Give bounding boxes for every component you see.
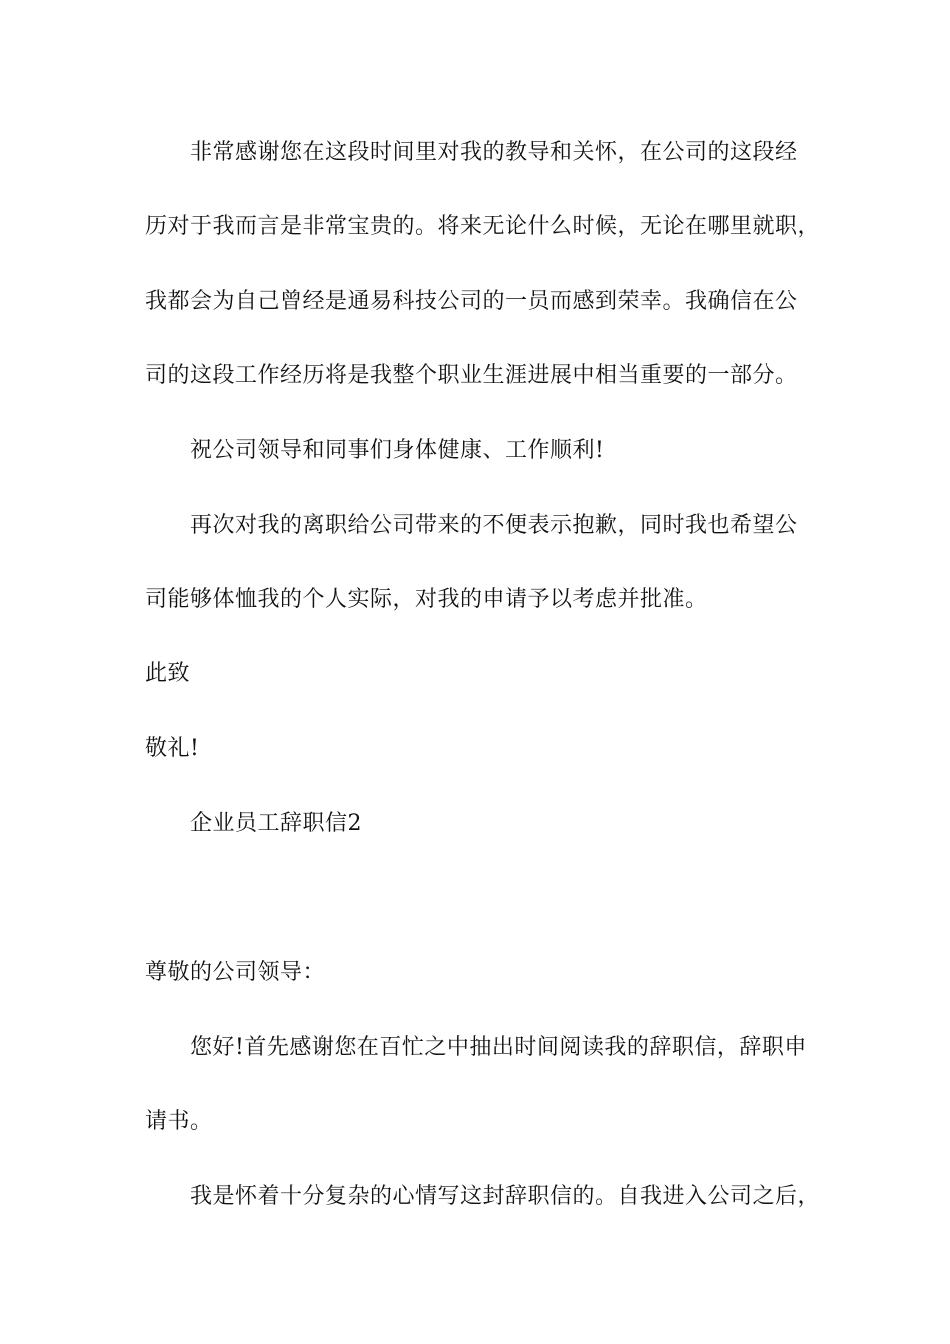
paragraph-line-9: 请书。 bbox=[145, 1109, 213, 1134]
paragraph-line-3: 我都会为自己曾经是通易科技公司的一员而感到荣幸。我确信在公 bbox=[145, 289, 798, 314]
paragraph-line-1: 非常感谢您在这段时间里对我的教导和关怀，在公司的这段经 bbox=[190, 140, 798, 165]
paragraph-line-5: 祝公司领导和同事们身体健康、工作顺利! bbox=[190, 438, 605, 463]
paragraph-line-7: 司能够体恤我的个人实际，对我的申请予以考虑并批准。 bbox=[145, 587, 708, 612]
paragraph-line-6: 再次对我的离职给公司带来的不便表示抱歉，同时我也希望公 bbox=[190, 513, 798, 538]
section-title: 企业员工辞职信2 bbox=[190, 811, 362, 836]
closing-regards: 敬礼! bbox=[145, 736, 200, 761]
paragraph-line-8: 您好!首先感谢您在百忙之中抽出时间阅读我的辞职信，辞职申 bbox=[190, 1035, 807, 1060]
paragraph-line-4: 司的这段工作经历将是我整个职业生涯进展中相当重要的一部分。 bbox=[145, 363, 798, 388]
letter-greeting: 尊敬的公司领导： bbox=[145, 960, 326, 985]
closing-salutation: 此致 bbox=[145, 661, 191, 686]
paragraph-line-2: 历对于我而言是非常宝贵的。将来无论什么时候，无论在哪里就职， bbox=[145, 214, 821, 239]
paragraph-line-10: 我是怀着十分复杂的心情写这封辞职信的。自我进入公司之后， bbox=[190, 1184, 821, 1209]
